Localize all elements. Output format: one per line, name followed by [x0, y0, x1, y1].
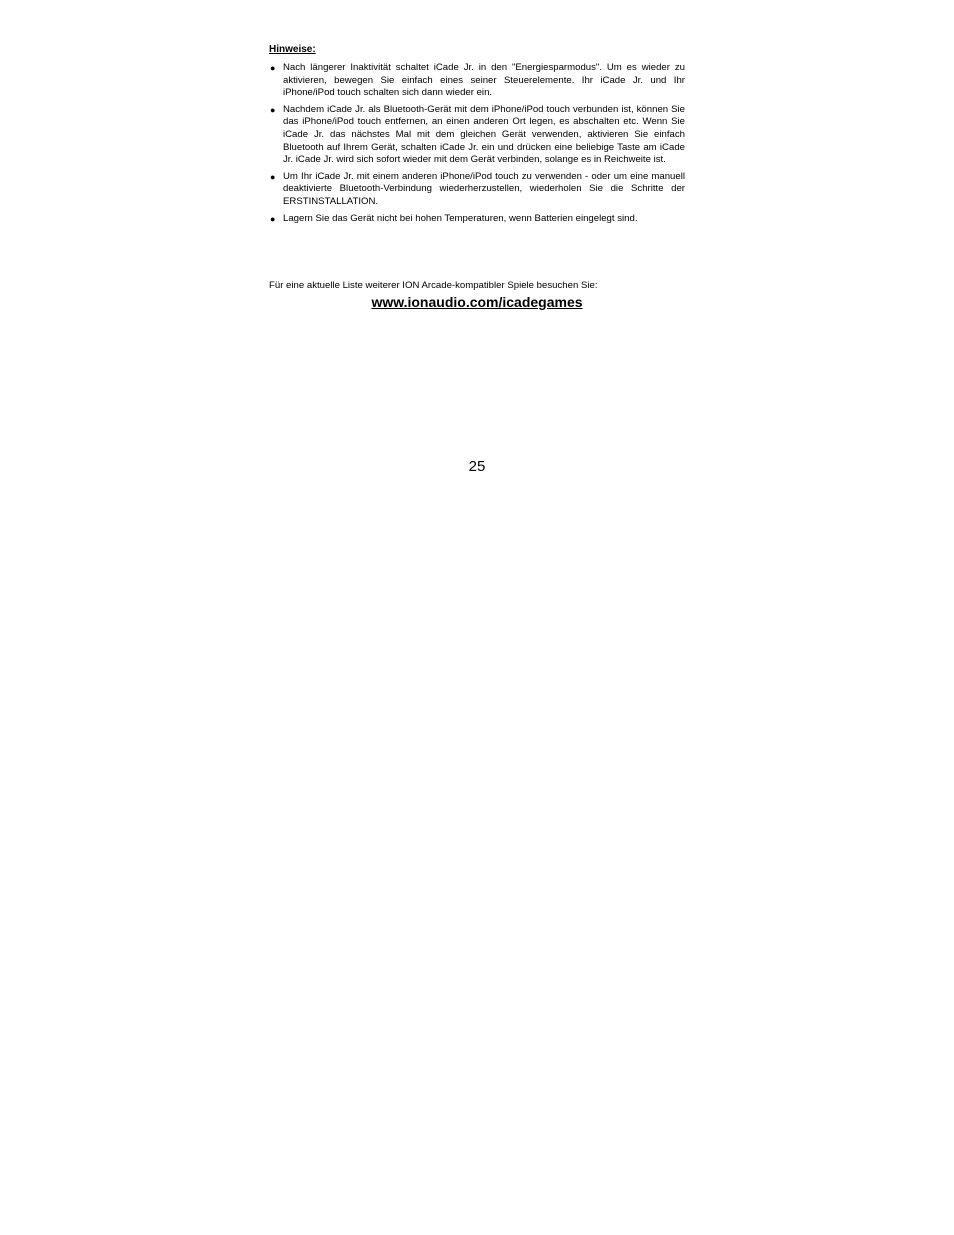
note-text: Lagern Sie das Gerät nicht bei hohen Temperaturen, wenn Batterien eingelegt sind. — [283, 212, 638, 224]
page-number: 25 — [468, 458, 486, 475]
notes-section — [269, 44, 685, 229]
bullet-icon: ● — [270, 63, 276, 73]
notes-heading: Hinweise: — [269, 44, 316, 55]
list-item — [269, 213, 685, 226]
games-url-link[interactable]: www.ionaudio.com/icadegames — [371, 294, 583, 310]
notes-list — [269, 62, 685, 225]
note-text: Um Ihr iCade Jr. mit einem anderen iPhone/iPod touch zu verwenden - oder um eine manuell deaktivierte Bluetooth-Verbindung wiederherzustellen, wiederholen Sie die Schritte der ERSTINSTALLATION. — [283, 170, 685, 207]
bullet-icon: ● — [270, 171, 276, 182]
bullet-icon: ● — [270, 213, 276, 224]
note-text: Nachdem iCade Jr. als Bluetooth-Gerät mit dem iPhone/iPod touch verbunden ist, können Sie das iPhone/iPod touch entfernen, an einen anderen Ort legen, es abschalten etc. Wenn Sie iCade Jr. das nächstes Mal mit dem gleichen Gerät verwenden, aktivieren Sie einfach Bluetooth auf Ihrem Gerät, schalten iCade Jr. ein und drücken eine beliebige Taste am iCade Jr. iCade Jr. wird sich sofort wieder mit dem Gerät verbinden, solange es in Reichweite ist. — [283, 103, 685, 166]
list-item — [269, 104, 685, 167]
bullet-icon: ● — [270, 104, 276, 115]
games-intro-text: Für eine aktuelle Liste weiterer ION Arcade-kompatibler Spiele besuchen Sie: — [269, 280, 598, 291]
list-item — [269, 171, 685, 209]
list-item — [269, 62, 685, 100]
note-text: Nach längerer Inaktivität schaltet iCade Jr. in den "Energiesparmodus". Um es wieder zu aktivieren, bewegen Sie einfach eines seiner Steuerelemente. Ihr iCade Jr. und Ihr iPhone/iPod touch schalten sich dann wieder ein. — [283, 62, 685, 99]
